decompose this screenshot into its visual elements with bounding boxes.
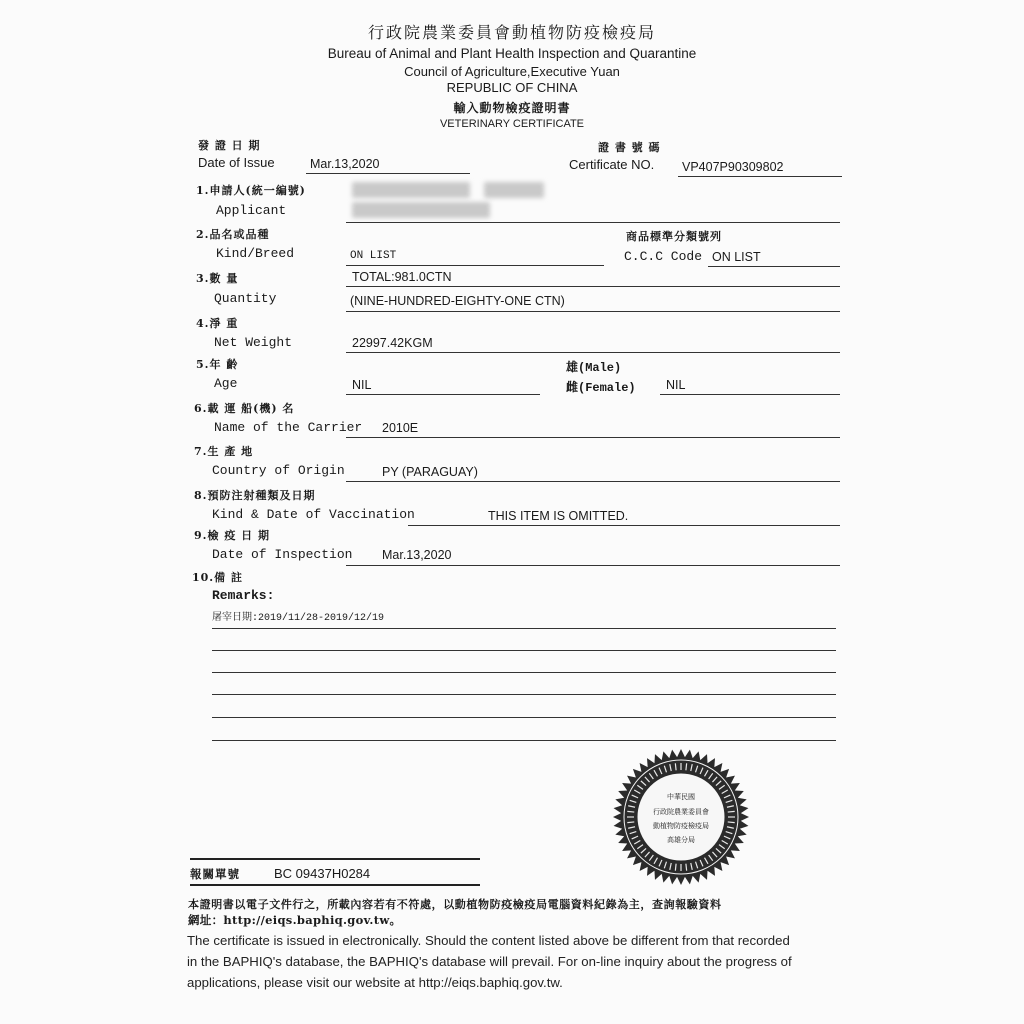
remarks-line-2 [212, 650, 836, 651]
customs-label-zh: 報關單號 [190, 867, 240, 881]
ccc-label-zh: 商品標準分類號列 [626, 230, 722, 243]
customs-bottom-line [190, 884, 480, 886]
applicant-underline [346, 222, 840, 223]
carrier-underline [346, 437, 840, 438]
quantity-underline-1 [346, 286, 840, 287]
ccc-underline [708, 266, 840, 267]
certificate-no-value: VP407P90309802 [682, 160, 784, 174]
carrier-label-zh: 6.載 運 船(機) 名 [194, 402, 295, 415]
remarks-line-4 [212, 694, 836, 695]
kind-label: Kind/Breed [216, 246, 295, 261]
kind-label-zh: 2.品名或品種 [196, 228, 270, 241]
quantity-words: (NINE-HUNDRED-EIGHTY-ONE CTN) [350, 294, 565, 308]
quantity-underline-2 [346, 311, 840, 312]
age-underline [346, 394, 540, 395]
age-label-zh: 5.年 齡 [196, 358, 239, 371]
origin-label: Country of Origin [212, 463, 345, 478]
origin-label-zh: 7.生 產 地 [194, 445, 254, 458]
carrier-label: Name of the Carrier [214, 420, 363, 435]
inspection-value: Mar.13,2020 [382, 548, 452, 562]
remarks-label-zh: 10.備 註 [192, 571, 243, 584]
male-label: 雄(Male) [566, 361, 622, 375]
ccc-value: ON LIST [712, 250, 761, 264]
footer-note-zh-1: 本證明書以電子文件行之，所載內容若有不符處，以動植物防疫檢疫局電腦資料紀錄為主，查詢報驗資料 [188, 898, 722, 911]
council-title: Council of Agriculture,Executive Yuan [404, 64, 620, 79]
remarks-line-6 [212, 740, 836, 741]
certificate-no-underline [678, 176, 842, 177]
footer-note-en-3: applications, please visit our website at http://eiqs.baphiq.gov.tw. [187, 975, 563, 990]
quantity-label-zh: 3.數 量 [196, 272, 239, 285]
vaccination-label-zh: 8.預防注射種類及日期 [194, 489, 316, 502]
issue-date-value: Mar.13,2020 [310, 157, 380, 171]
weight-label-zh: 4.淨 重 [196, 317, 239, 330]
certificate-no-label-zh: 證 書 號 碼 [598, 141, 661, 154]
sex-underline [660, 394, 840, 395]
agency-title-en: Bureau of Animal and Plant Health Inspection and Quarantine [327, 46, 697, 61]
issue-date-label-zh: 發 證 日 期 [198, 139, 261, 152]
vaccination-label: Kind & Date of Vaccination [212, 507, 415, 522]
applicant-redacted-1 [352, 182, 470, 198]
footer-note-en-2: in the BAPHIQ's database, the BAPHIQ's database will prevail. For on-line inquiry about the progress of [187, 954, 792, 969]
official-seal-icon [612, 748, 750, 886]
footer-note-en-1: The certificate is issued in electronically. Should the content listed above be different from that recorded [187, 933, 790, 948]
applicant-label: Applicant [216, 203, 287, 218]
origin-underline [346, 481, 840, 482]
origin-value: PY (PARAGUAY) [382, 465, 478, 479]
applicant-redacted-3 [352, 202, 490, 218]
remarks-line-5 [212, 717, 836, 718]
weight-underline [346, 352, 840, 353]
seal-line-1: 中華民國 [667, 793, 695, 801]
remarks-line-3 [212, 672, 836, 673]
remarks-value: 屠宰日期:2019/11/28-2019/12/19 [212, 613, 385, 624]
certificate-no-label: Certificate NO. [569, 157, 655, 172]
seal-line-3: 動植物防疫檢疫局 [653, 822, 709, 830]
age-label: Age [214, 376, 238, 391]
inspection-label-zh: 9.檢 疫 日 期 [194, 529, 270, 542]
inspection-label: Date of Inspection [212, 547, 353, 562]
ccc-label: C.C.C Code [624, 249, 703, 264]
country-title: REPUBLIC OF CHINA [446, 80, 578, 95]
issue-date-label: Date of Issue [198, 155, 275, 170]
seal-line-4: 高雄分局 [667, 836, 695, 844]
quantity-value: TOTAL:981.0CTN [352, 270, 452, 284]
weight-value: 22997.42KGM [352, 336, 433, 350]
applicant-redacted-2 [484, 182, 544, 198]
kind-value: ON LIST [350, 250, 397, 262]
vaccination-underline [408, 525, 840, 526]
agency-title-zh: 行政院農業委員會動植物防疫檢疫局 [367, 23, 656, 42]
remarks-label: Remarks: [212, 588, 275, 603]
quantity-label: Quantity [214, 291, 277, 306]
female-label: 雌(Female) [566, 381, 636, 395]
customs-value: BC 09437H0284 [274, 866, 371, 881]
issue-date-underline [306, 173, 470, 174]
vaccination-value: THIS ITEM IS OMITTED. [488, 509, 629, 523]
certificate-title-zh: 輸入動物檢疫證明書 [453, 101, 571, 115]
footer-note-zh-2: 網址：http://eiqs.baphiq.gov.tw。 [188, 913, 402, 927]
carrier-value: 2010E [382, 421, 419, 435]
kind-underline [346, 265, 604, 266]
age-value: NIL [352, 378, 372, 392]
weight-label: Net Weight [214, 335, 293, 350]
customs-top-line [190, 858, 480, 860]
seal-line-2: 行政院農業委員會 [653, 808, 709, 816]
remarks-line-1 [212, 628, 836, 629]
certificate-title-en: VETERINARY CERTIFICATE [439, 118, 585, 130]
sex-value: NIL [666, 378, 686, 392]
applicant-label-zh: 1.申請人(統一編號) [196, 184, 306, 197]
inspection-underline [346, 565, 840, 566]
